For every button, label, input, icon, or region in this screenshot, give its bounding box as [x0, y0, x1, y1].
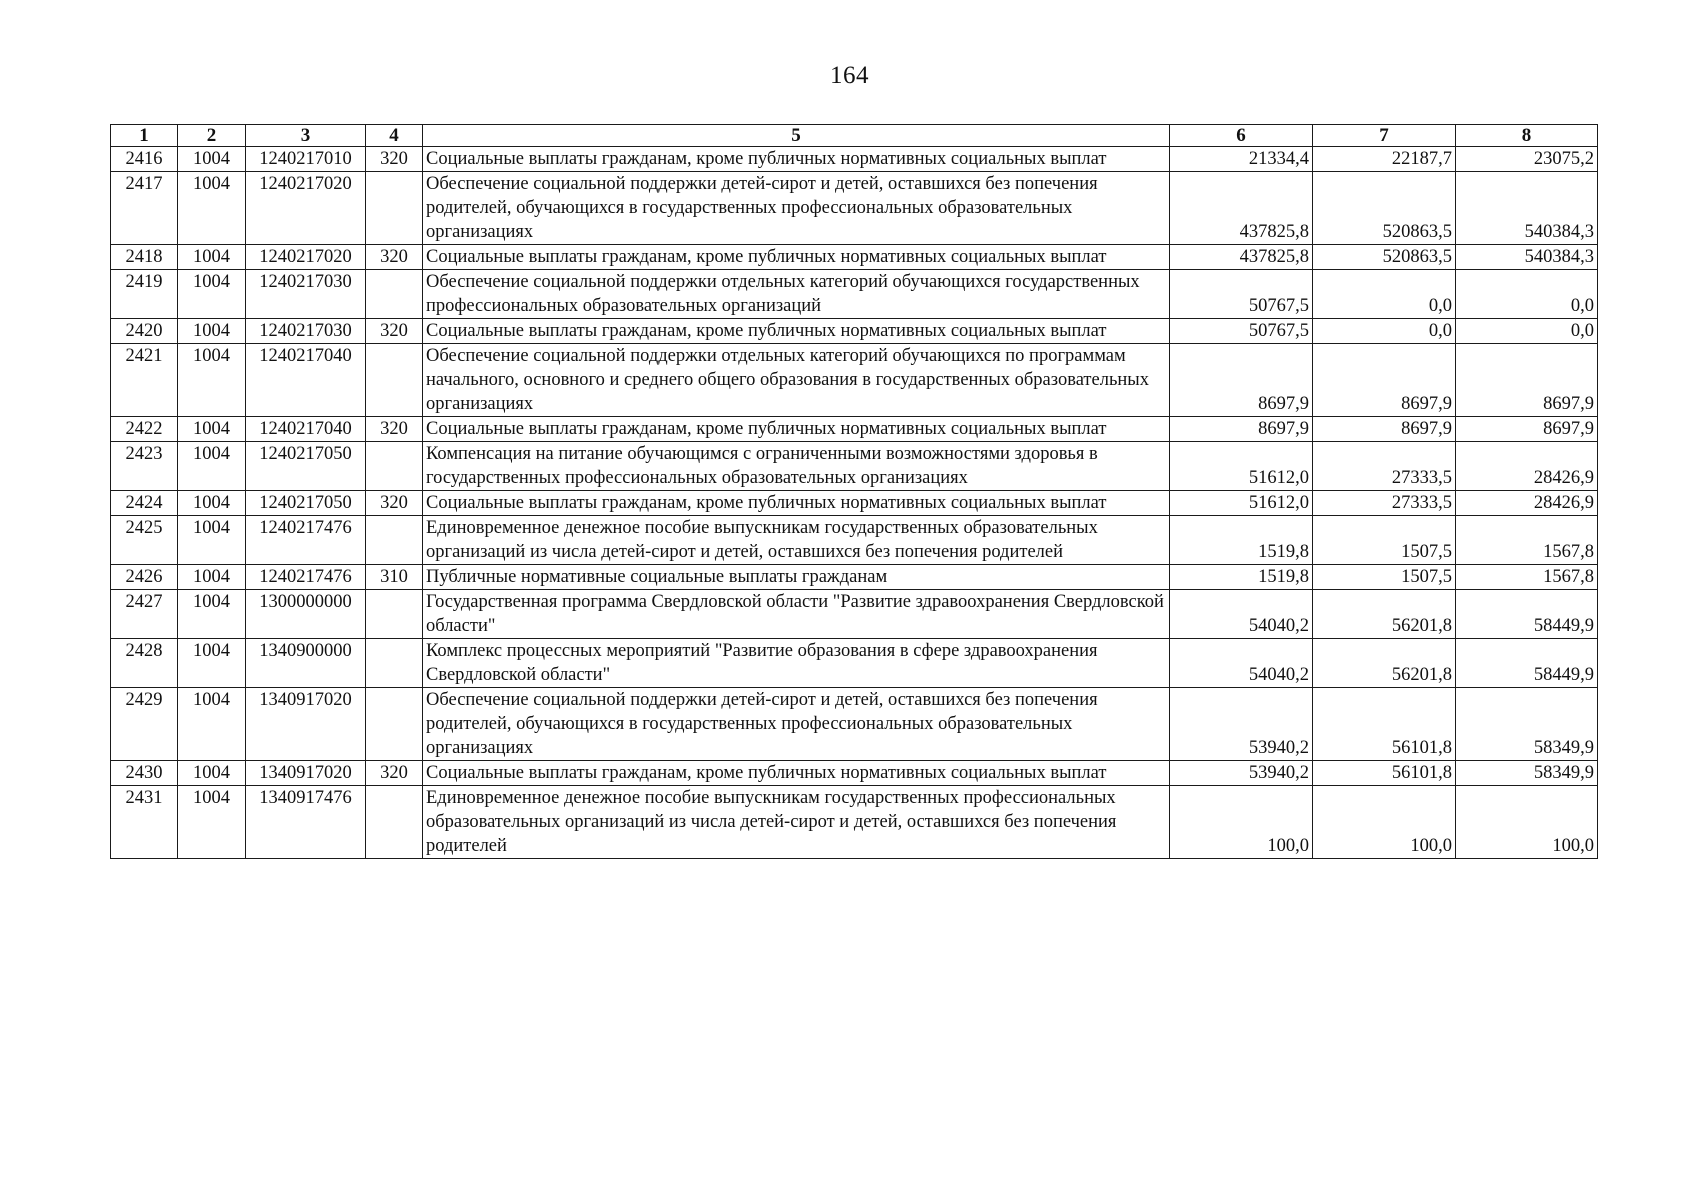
- target-article-code: 1240217476: [246, 565, 366, 590]
- row-number: 2424: [111, 491, 178, 516]
- section-code: 1004: [178, 491, 246, 516]
- target-article-code: 1340917476: [246, 786, 366, 859]
- table-row: [111, 688, 1598, 761]
- amount-col6: 50767,5: [1170, 319, 1313, 344]
- target-article-code: 1240217050: [246, 442, 366, 491]
- table-row: [111, 442, 1598, 491]
- item-name: Государственная программа Свердловской области "Развитие здравоохранения Свердловской области": [423, 590, 1170, 639]
- expense-type-code: [366, 442, 423, 491]
- row-number: 2426: [111, 565, 178, 590]
- amount-col8: 1567,8: [1456, 565, 1598, 590]
- amount-col7: 8697,9: [1313, 344, 1456, 417]
- amount-col8: 58449,9: [1456, 639, 1598, 688]
- amount-col7: 1507,5: [1313, 565, 1456, 590]
- section-code: 1004: [178, 442, 246, 491]
- expense-type-code: 320: [366, 491, 423, 516]
- amount-col7: 56201,8: [1313, 639, 1456, 688]
- row-number: 2427: [111, 590, 178, 639]
- section-code: 1004: [178, 565, 246, 590]
- row-number: 2416: [111, 147, 178, 172]
- section-code: 1004: [178, 245, 246, 270]
- table-row: [111, 344, 1598, 417]
- row-number: 2418: [111, 245, 178, 270]
- expense-type-code: 320: [366, 319, 423, 344]
- target-article-code: 1240217050: [246, 491, 366, 516]
- amount-col8: 0,0: [1456, 270, 1598, 319]
- amount-col7: 56101,8: [1313, 688, 1456, 761]
- amount-col7: 0,0: [1313, 319, 1456, 344]
- expense-type-code: [366, 639, 423, 688]
- expense-type-code: [366, 270, 423, 319]
- section-code: 1004: [178, 319, 246, 344]
- expense-type-code: [366, 590, 423, 639]
- column-header-6: 6: [1170, 125, 1313, 147]
- budget-table: [110, 124, 1598, 859]
- amount-col6: 8697,9: [1170, 417, 1313, 442]
- item-name: Социальные выплаты гражданам, кроме публичных нормативных социальных выплат: [423, 319, 1170, 344]
- target-article-code: 1240217020: [246, 172, 366, 245]
- target-article-code: 1300000000: [246, 590, 366, 639]
- amount-col7: 0,0: [1313, 270, 1456, 319]
- item-name: Социальные выплаты гражданам, кроме публичных нормативных социальных выплат: [423, 245, 1170, 270]
- expense-type-code: 320: [366, 761, 423, 786]
- amount-col7: 56101,8: [1313, 761, 1456, 786]
- expense-type-code: 310: [366, 565, 423, 590]
- item-name: Комплекс процессных мероприятий "Развитие образования в сфере здравоохранения Свердловской области": [423, 639, 1170, 688]
- expense-type-code: [366, 688, 423, 761]
- table-row: [111, 761, 1598, 786]
- amount-col8: 100,0: [1456, 786, 1598, 859]
- amount-col7: 27333,5: [1313, 442, 1456, 491]
- amount-col7: 8697,9: [1313, 417, 1456, 442]
- amount-col8: 23075,2: [1456, 147, 1598, 172]
- amount-col6: 437825,8: [1170, 245, 1313, 270]
- column-header-3: 3: [246, 125, 366, 147]
- amount-col6: 54040,2: [1170, 639, 1313, 688]
- amount-col6: 51612,0: [1170, 491, 1313, 516]
- column-header-2: 2: [178, 125, 246, 147]
- amount-col8: 8697,9: [1456, 417, 1598, 442]
- item-name: Компенсация на питание обучающимся с ограниченными возможностями здоровья в государственных профессиональных образовательных организациях: [423, 442, 1170, 491]
- amount-col6: 8697,9: [1170, 344, 1313, 417]
- expense-type-code: 320: [366, 147, 423, 172]
- row-number: 2422: [111, 417, 178, 442]
- row-number: 2420: [111, 319, 178, 344]
- amount-col8: 8697,9: [1456, 344, 1598, 417]
- item-name: Социальные выплаты гражданам, кроме публичных нормативных социальных выплат: [423, 147, 1170, 172]
- item-name: Единовременное денежное пособие выпускникам государственных профессиональных образовательных организаций из числа детей-сирот и детей, оставшихся без попечения родителей: [423, 786, 1170, 859]
- item-name: Публичные нормативные социальные выплаты гражданам: [423, 565, 1170, 590]
- amount-col6: 50767,5: [1170, 270, 1313, 319]
- section-code: 1004: [178, 516, 246, 565]
- table-row: [111, 147, 1598, 172]
- table-row: [111, 417, 1598, 442]
- amount-col6: 53940,2: [1170, 688, 1313, 761]
- target-article-code: 1340917020: [246, 688, 366, 761]
- table-row: [111, 319, 1598, 344]
- row-number: 2423: [111, 442, 178, 491]
- table-row: [111, 491, 1598, 516]
- section-code: 1004: [178, 172, 246, 245]
- amount-col7: 520863,5: [1313, 172, 1456, 245]
- amount-col8: 28426,9: [1456, 442, 1598, 491]
- table-row: [111, 516, 1598, 565]
- item-name: Социальные выплаты гражданам, кроме публичных нормативных социальных выплат: [423, 761, 1170, 786]
- amount-col7: 520863,5: [1313, 245, 1456, 270]
- row-number: 2419: [111, 270, 178, 319]
- amount-col8: 58349,9: [1456, 761, 1598, 786]
- target-article-code: 1240217010: [246, 147, 366, 172]
- amount-col8: 58449,9: [1456, 590, 1598, 639]
- target-article-code: 1340900000: [246, 639, 366, 688]
- amount-col6: 100,0: [1170, 786, 1313, 859]
- amount-col7: 56201,8: [1313, 590, 1456, 639]
- section-code: 1004: [178, 761, 246, 786]
- table-row: [111, 565, 1598, 590]
- section-code: 1004: [178, 344, 246, 417]
- amount-col7: 22187,7: [1313, 147, 1456, 172]
- amount-col8: 540384,3: [1456, 245, 1598, 270]
- amount-col6: 437825,8: [1170, 172, 1313, 245]
- target-article-code: 1240217040: [246, 417, 366, 442]
- row-number: 2428: [111, 639, 178, 688]
- amount-col6: 1519,8: [1170, 565, 1313, 590]
- page-number: 164: [830, 62, 869, 89]
- column-header-7: 7: [1313, 125, 1456, 147]
- table-row: [111, 786, 1598, 859]
- header-row: [111, 125, 1598, 147]
- expense-type-code: 320: [366, 245, 423, 270]
- expense-type-code: 320: [366, 417, 423, 442]
- target-article-code: 1240217476: [246, 516, 366, 565]
- row-number: 2421: [111, 344, 178, 417]
- row-number: 2425: [111, 516, 178, 565]
- section-code: 1004: [178, 417, 246, 442]
- amount-col6: 1519,8: [1170, 516, 1313, 565]
- table-body: [111, 147, 1598, 859]
- row-number: 2417: [111, 172, 178, 245]
- amount-col8: 0,0: [1456, 319, 1598, 344]
- row-number: 2429: [111, 688, 178, 761]
- amount-col8: 540384,3: [1456, 172, 1598, 245]
- section-code: 1004: [178, 639, 246, 688]
- section-code: 1004: [178, 147, 246, 172]
- expense-type-code: [366, 786, 423, 859]
- target-article-code: 1340917020: [246, 761, 366, 786]
- column-header-5: 5: [423, 125, 1170, 147]
- section-code: 1004: [178, 590, 246, 639]
- item-name: Обеспечение социальной поддержки отдельных категорий обучающихся по программам начального, основного и среднего общего образования в государственных образовательных организациях: [423, 344, 1170, 417]
- expense-type-code: [366, 172, 423, 245]
- amount-col6: 53940,2: [1170, 761, 1313, 786]
- row-number: 2431: [111, 786, 178, 859]
- row-number: 2430: [111, 761, 178, 786]
- table-row: [111, 639, 1598, 688]
- amount-col6: 21334,4: [1170, 147, 1313, 172]
- column-header-8: 8: [1456, 125, 1598, 147]
- amount-col7: 1507,5: [1313, 516, 1456, 565]
- target-article-code: 1240217040: [246, 344, 366, 417]
- amount-col8: 58349,9: [1456, 688, 1598, 761]
- amount-col7: 27333,5: [1313, 491, 1456, 516]
- item-name: Обеспечение социальной поддержки детей-сирот и детей, оставшихся без попечения родителей, обучающихся в государственных профессиональных образовательных организациях: [423, 688, 1170, 761]
- target-article-code: 1240217020: [246, 245, 366, 270]
- expense-type-code: [366, 344, 423, 417]
- item-name: Социальные выплаты гражданам, кроме публичных нормативных социальных выплат: [423, 491, 1170, 516]
- amount-col6: 54040,2: [1170, 590, 1313, 639]
- section-code: 1004: [178, 688, 246, 761]
- item-name: Обеспечение социальной поддержки отдельных категорий обучающихся государственных профессиональных образовательных организаций: [423, 270, 1170, 319]
- section-code: 1004: [178, 270, 246, 319]
- table-row: [111, 245, 1598, 270]
- table-row: [111, 270, 1598, 319]
- item-name: Социальные выплаты гражданам, кроме публичных нормативных социальных выплат: [423, 417, 1170, 442]
- amount-col8: 28426,9: [1456, 491, 1598, 516]
- column-header-4: 4: [366, 125, 423, 147]
- expense-type-code: [366, 516, 423, 565]
- amount-col8: 1567,8: [1456, 516, 1598, 565]
- amount-col6: 51612,0: [1170, 442, 1313, 491]
- amount-col7: 100,0: [1313, 786, 1456, 859]
- item-name: Обеспечение социальной поддержки детей-сирот и детей, оставшихся без попечения родителей, обучающихся в государственных профессиональных образовательных организациях: [423, 172, 1170, 245]
- section-code: 1004: [178, 786, 246, 859]
- column-header-1: 1: [111, 125, 178, 147]
- target-article-code: 1240217030: [246, 270, 366, 319]
- table-row: [111, 590, 1598, 639]
- item-name: Единовременное денежное пособие выпускникам государственных образовательных организаций из числа детей-сирот и детей, оставшихся без попечения родителей: [423, 516, 1170, 565]
- target-article-code: 1240217030: [246, 319, 366, 344]
- table-row: [111, 172, 1598, 245]
